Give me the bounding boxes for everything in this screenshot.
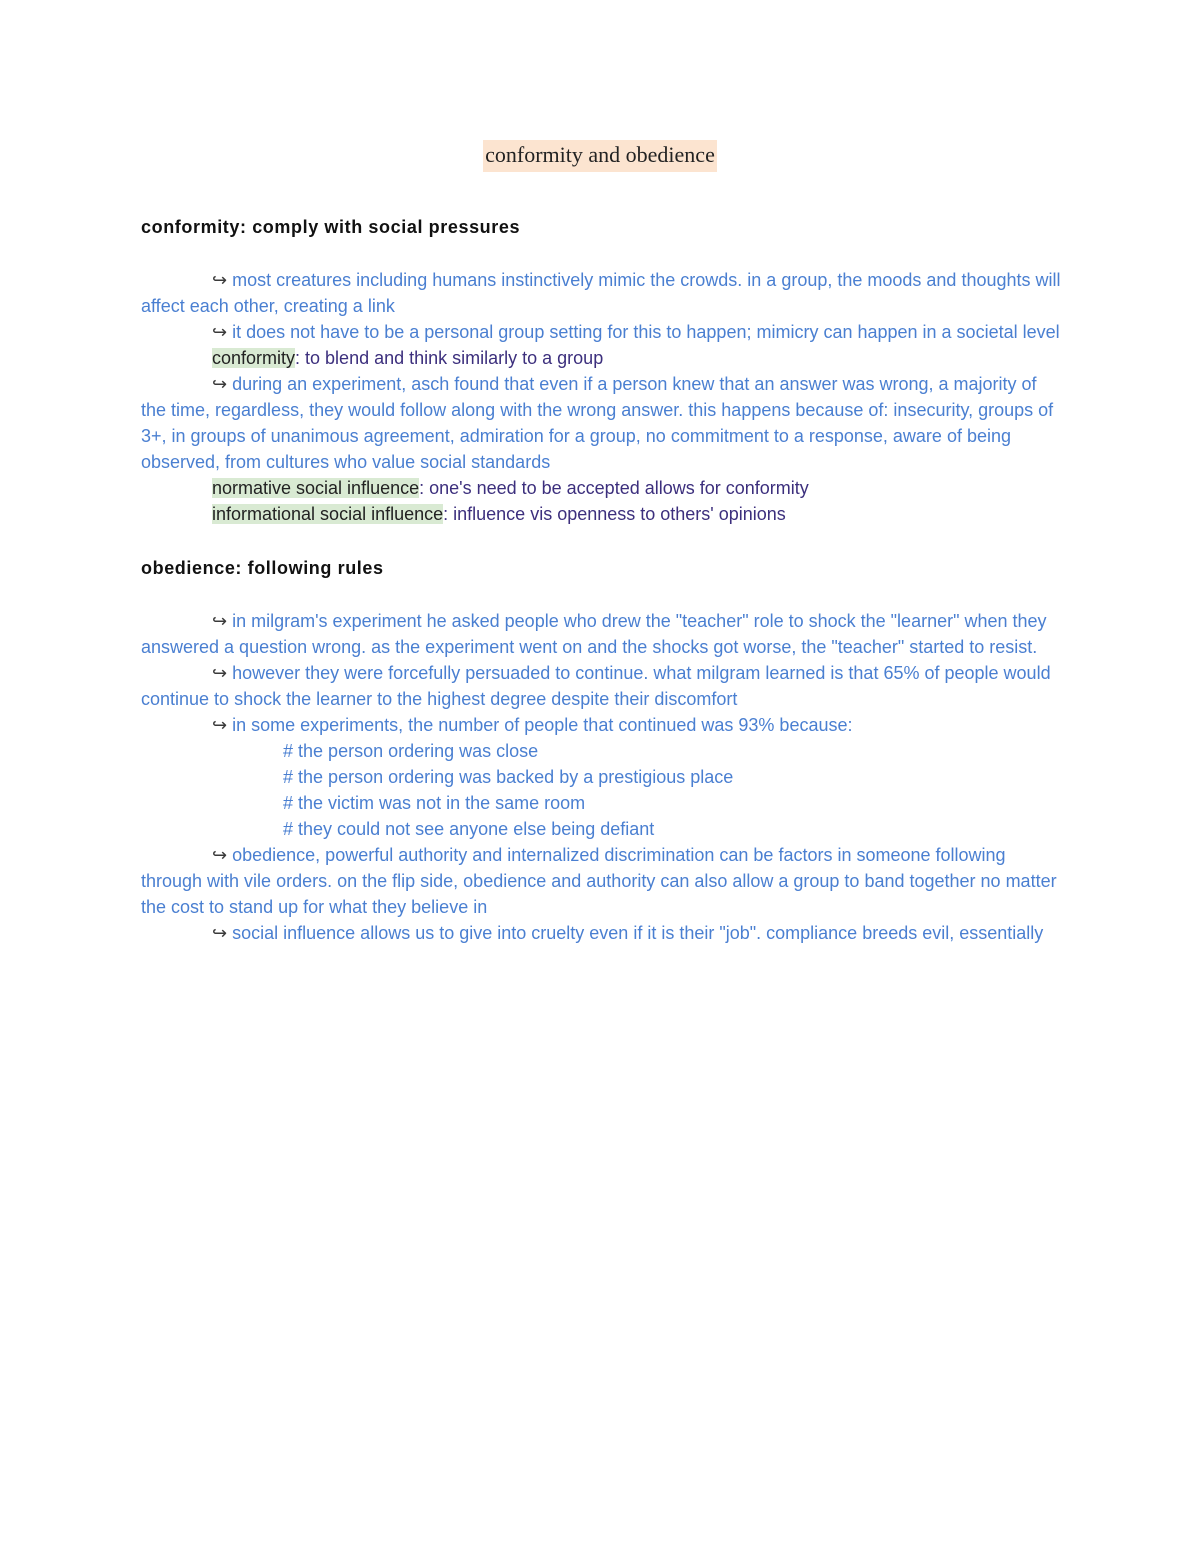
bullet-paragraph (141, 712, 1066, 738)
bullet-paragraph (141, 608, 1066, 660)
bullet-text: obedience, powerful authority and internalized discrimination can be factors in someone following through with vile orders. on the flip side, obedience and authority can also allow a group to band together no matter the cost to stand up for what they believe in (141, 845, 1057, 917)
highlighted-term: normative social influence (212, 478, 420, 498)
sub-item (141, 738, 1066, 764)
definition-text: : one's need to be accepted allows for conformity (419, 478, 809, 498)
highlighted-term: informational social influence (212, 504, 444, 524)
definition-paragraph (141, 345, 1066, 371)
definition-paragraph (141, 501, 1066, 527)
bullet-paragraph (141, 319, 1066, 345)
arrow-icon: ↪ (212, 270, 228, 290)
arrow-icon: ↪ (212, 715, 228, 735)
definition-text: : to blend and think similarly to a group (295, 348, 604, 368)
highlighted-term: conformity (212, 348, 296, 368)
bullet-text: social influence allows us to give into cruelty even if it is their "job". compliance breeds evil, essentially (232, 923, 1044, 943)
spacer (141, 240, 1066, 267)
arrow-icon: ↪ (212, 663, 228, 683)
sub-item-text: the person ordering was close (298, 741, 539, 761)
hash-icon: # (283, 819, 294, 839)
bullet-text: in some experiments, the number of people that continued was 93% because: (232, 715, 853, 735)
sub-item-text: they could not see anyone else being defiant (298, 819, 655, 839)
bullet-paragraph (141, 371, 1066, 475)
arrow-icon: ↪ (212, 611, 228, 631)
sub-item (141, 790, 1066, 816)
sub-item (141, 816, 1066, 842)
bullet-paragraph (141, 920, 1066, 946)
arrow-icon: ↪ (212, 845, 228, 865)
bullet-paragraph (141, 660, 1066, 712)
arrow-icon: ↪ (212, 923, 228, 943)
sub-item (141, 764, 1066, 790)
bullet-text: in milgram's experiment he asked people who drew the "teacher" role to shock the "learner" when they answered a question wrong. as the experiment went on and the shocks got worse, the "teacher" started to resist. (141, 611, 1047, 657)
arrow-icon: ↪ (212, 322, 228, 342)
section-heading-conformity: conformity: comply with social pressures (141, 217, 521, 237)
title-container (0, 140, 1200, 172)
arrow-icon: ↪ (212, 374, 228, 394)
document-title: conformity and obedience (483, 140, 717, 172)
hash-icon: # (283, 793, 294, 813)
document-body (141, 214, 1066, 946)
sub-item-text: the person ordering was backed by a prestigious place (298, 767, 734, 787)
definition-text: : influence vis openness to others' opinions (443, 504, 786, 524)
bullet-paragraph (141, 842, 1066, 920)
section-heading-obedience: obedience: following rules (141, 558, 384, 578)
definition-paragraph (141, 475, 1066, 501)
bullet-text: however they were forcefully persuaded to continue. what milgram learned is that 65% of people would continue to shock the learner to the highest degree despite their discomfort (141, 663, 1051, 709)
hash-icon: # (283, 767, 294, 787)
spacer (141, 581, 1066, 608)
bullet-text: during an experiment, asch found that even if a person knew that an answer was wrong, a majority of the time, regardless, they would follow along with the wrong answer. this happens because of: insecurity, groups of 3+, in groups of unanimous agreement, admiration for a group, no commitment to a response, aware of being observed, from cultures who value social standards (141, 374, 1054, 472)
sub-item-text: the victim was not in the same room (298, 793, 586, 813)
bullet-text: most creatures including humans instinctively mimic the crowds. in a group, the moods and thoughts will affect each other, creating a link (141, 270, 1061, 316)
bullet-paragraph (141, 267, 1066, 319)
hash-icon: # (283, 741, 294, 761)
bullet-text: it does not have to be a personal group setting for this to happen; mimicry can happen in a societal level (232, 322, 1060, 342)
